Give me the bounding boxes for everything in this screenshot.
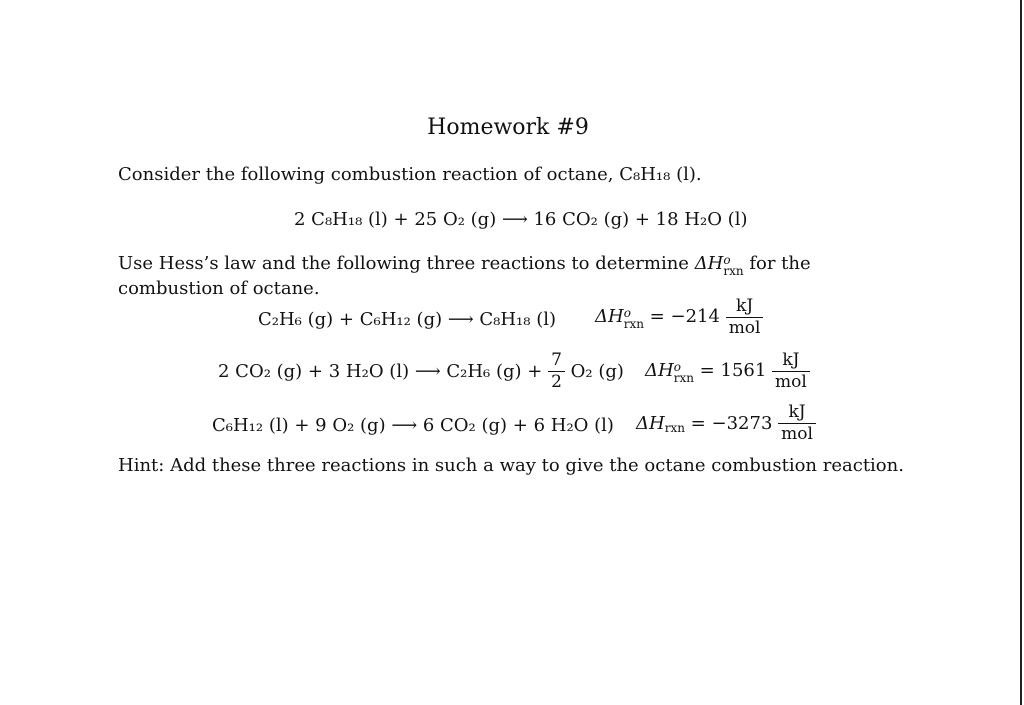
delta-h-symbol: ΔH — [694, 253, 724, 274]
reaction-1-value: −214 — [670, 306, 720, 327]
instruction-pre: Use Hess’s law and the following three reactions to determine — [118, 253, 695, 274]
page-right-edge — [1020, 0, 1022, 705]
reaction-1-enthalpy: ΔH o rxn = −214 $\frac{kJ}{\text{mol}}$ — [595, 296, 763, 339]
reaction-3-equation: C₆H₁₂ (l) + 9 O₂ (g) ⟶ 6 CO₂ (g) + 6 H₂O (l) — [212, 415, 614, 436]
reaction-2-value: 1561 — [720, 360, 767, 381]
reaction-2-coefficient: $\frac{7}{2}$ — [548, 350, 565, 393]
intro-text: Consider the following combustion reaction of octane, C₈H₁₈ (l). — [118, 164, 702, 185]
instruction-text — [118, 252, 908, 301]
reaction-3 — [0, 402, 1016, 450]
reaction-3-value: −3273 — [711, 412, 773, 434]
reaction-2-enthalpy: ΔH o rxn = 1561 $\frac{kJ}{\text{mol}}$ — [645, 350, 810, 393]
reaction-2-unit: $\frac{kJ}{\text{mol}}$ — [772, 350, 810, 393]
reaction-1-unit: $\frac{kJ}{\text{mol}}$ — [726, 296, 764, 339]
reaction-3-unit: $\frac{kJ}{\text{mol}}$ — [778, 402, 816, 445]
reaction-1 — [0, 296, 1016, 344]
main-reaction: 2 C₈H₁₈ (l) + 25 O₂ (g) ⟶ 16 CO₂ (g) + 18 H₂O (l) — [294, 209, 748, 230]
reaction-2-equation: 2 CO₂ (g) + 3 H₂O (l) ⟶ C₂H₆ (g) + $\frac{7}{2}$ O₂ (g) — [218, 350, 624, 392]
reaction-2 — [0, 350, 1016, 398]
hint-text: Hint: Add these three reactions in such a way to give the octane combustion reaction. — [118, 455, 904, 476]
reaction-1-equation: C₂H₆ (g) + C₆H₁₂ (g) ⟶ C₈H₁₈ (l) — [258, 309, 557, 330]
delta-h-scripts: o rxn — [723, 253, 744, 278]
instruction-post: for the combustion of octane. — [118, 253, 811, 299]
reaction-3-enthalpy: $\Delta H_{rxn} = -3273$ $\frac{kJ}{\text{mol}}$ — [636, 402, 816, 445]
page-title: Homework #9 — [427, 115, 589, 140]
